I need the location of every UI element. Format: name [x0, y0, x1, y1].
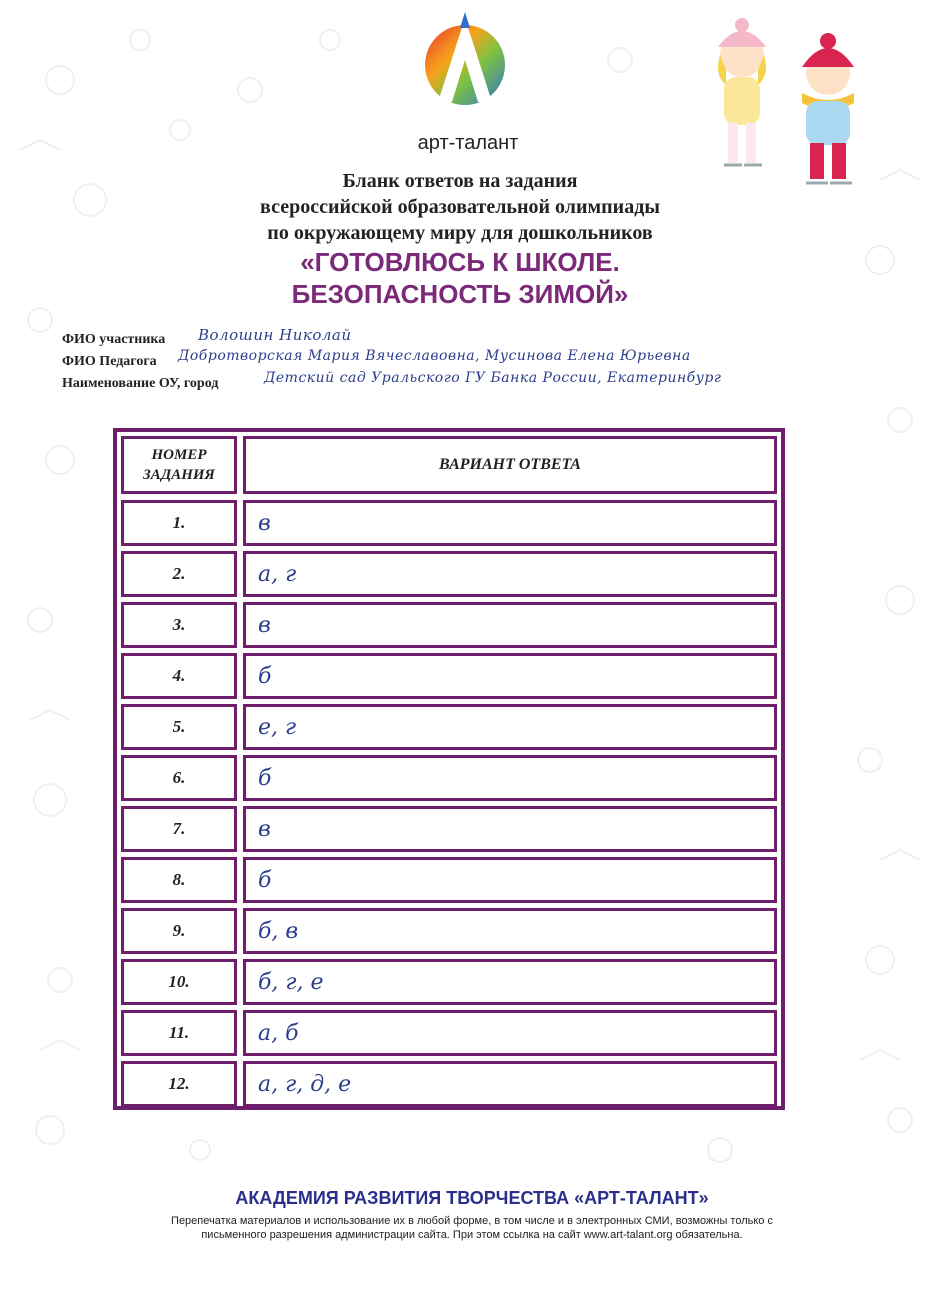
- table-row: [121, 1061, 777, 1107]
- participant-field: [62, 328, 922, 350]
- task-number: 11.: [121, 1010, 237, 1056]
- task-number: 1.: [121, 500, 237, 546]
- answers-table: [113, 428, 785, 1110]
- answer-cell[interactable]: б, г, е: [243, 959, 777, 1005]
- answer-cell[interactable]: в: [243, 806, 777, 852]
- footer-note-line-1: Перепечатка материалов и использование их в любой форме, в том числе и в электронных СМИ, возможны только с: [171, 1215, 773, 1227]
- title-line-3: по окружающему миру для дошкольников: [267, 222, 653, 244]
- olympiad-name-line-2: БЕЗОПАСНОСТЬ ЗИМОЙ»: [291, 279, 629, 309]
- task-number: 10.: [121, 959, 237, 1005]
- table-row: [121, 602, 777, 648]
- school-label: Наименование ОУ, город: [62, 376, 219, 391]
- table-row: [121, 806, 777, 852]
- table-row: [121, 857, 777, 903]
- table-row: [121, 959, 777, 1005]
- answer-cell[interactable]: б: [243, 755, 777, 801]
- participant-label: ФИО участника: [62, 332, 166, 347]
- title-line-2: всероссийской образовательной олимпиады: [260, 196, 660, 218]
- table-header-row: [121, 436, 777, 494]
- table-row: [121, 551, 777, 597]
- teacher-field: [62, 350, 922, 372]
- table-row: [121, 500, 777, 546]
- participant-fields: [62, 328, 922, 394]
- header-num-line-2: ЗАДАНИЯ: [143, 467, 215, 483]
- task-number: 7.: [121, 806, 237, 852]
- answer-cell[interactable]: в: [243, 500, 777, 546]
- answer-cell[interactable]: а, г, д, е: [243, 1061, 777, 1107]
- header-answer: ВАРИАНТ ОТВЕТА: [243, 436, 777, 494]
- task-number: 5.: [121, 704, 237, 750]
- task-number: 2.: [121, 551, 237, 597]
- table-row: [121, 755, 777, 801]
- participant-value: Волошин Николай: [198, 326, 352, 344]
- table-row: [121, 908, 777, 954]
- task-number: 12.: [121, 1061, 237, 1107]
- footer-note: [60, 1214, 884, 1242]
- footer-title: АКАДЕМИЯ РАЗВИТИЯ ТВОРЧЕСТВА «АРТ-ТАЛАНТ»: [235, 1188, 709, 1208]
- answer-cell[interactable]: е, г: [243, 704, 777, 750]
- task-number: 3.: [121, 602, 237, 648]
- form-title: [100, 168, 820, 310]
- footer-note-line-2: письменного разрешения администрации сайта. При этом ссылка на сайт www.art-talant.org обязательна.: [201, 1229, 743, 1241]
- answer-cell[interactable]: б, в: [243, 908, 777, 954]
- answer-cell[interactable]: б: [243, 857, 777, 903]
- answer-cell[interactable]: а, б: [243, 1010, 777, 1056]
- school-value: Детский сад Уральского ГУ Банка России, Екатеринбург: [264, 370, 722, 386]
- table-row: [121, 653, 777, 699]
- task-number: 6.: [121, 755, 237, 801]
- olympiad-name-line-1: «ГОТОВЛЮСЬ К ШКОЛЕ.: [300, 247, 620, 277]
- header-task-number: [121, 436, 237, 494]
- task-number: 4.: [121, 653, 237, 699]
- school-field: [62, 372, 922, 394]
- table-row: [121, 1010, 777, 1056]
- task-number: 8.: [121, 857, 237, 903]
- answer-cell[interactable]: в: [243, 602, 777, 648]
- answer-cell[interactable]: б: [243, 653, 777, 699]
- art-talant-logo-icon: [420, 10, 510, 110]
- teacher-label: ФИО Педагога: [62, 354, 157, 369]
- logo-text: арт-талант: [417, 132, 519, 154]
- teacher-value: Добротворская Мария Вячеславовна, Мусинова Елена Юрьевна: [178, 348, 691, 364]
- header-num-line-1: НОМЕР: [151, 447, 207, 463]
- answer-cell[interactable]: а, г: [243, 551, 777, 597]
- task-number: 9.: [121, 908, 237, 954]
- table-row: [121, 704, 777, 750]
- title-line-1: Бланк ответов на задания: [342, 170, 578, 192]
